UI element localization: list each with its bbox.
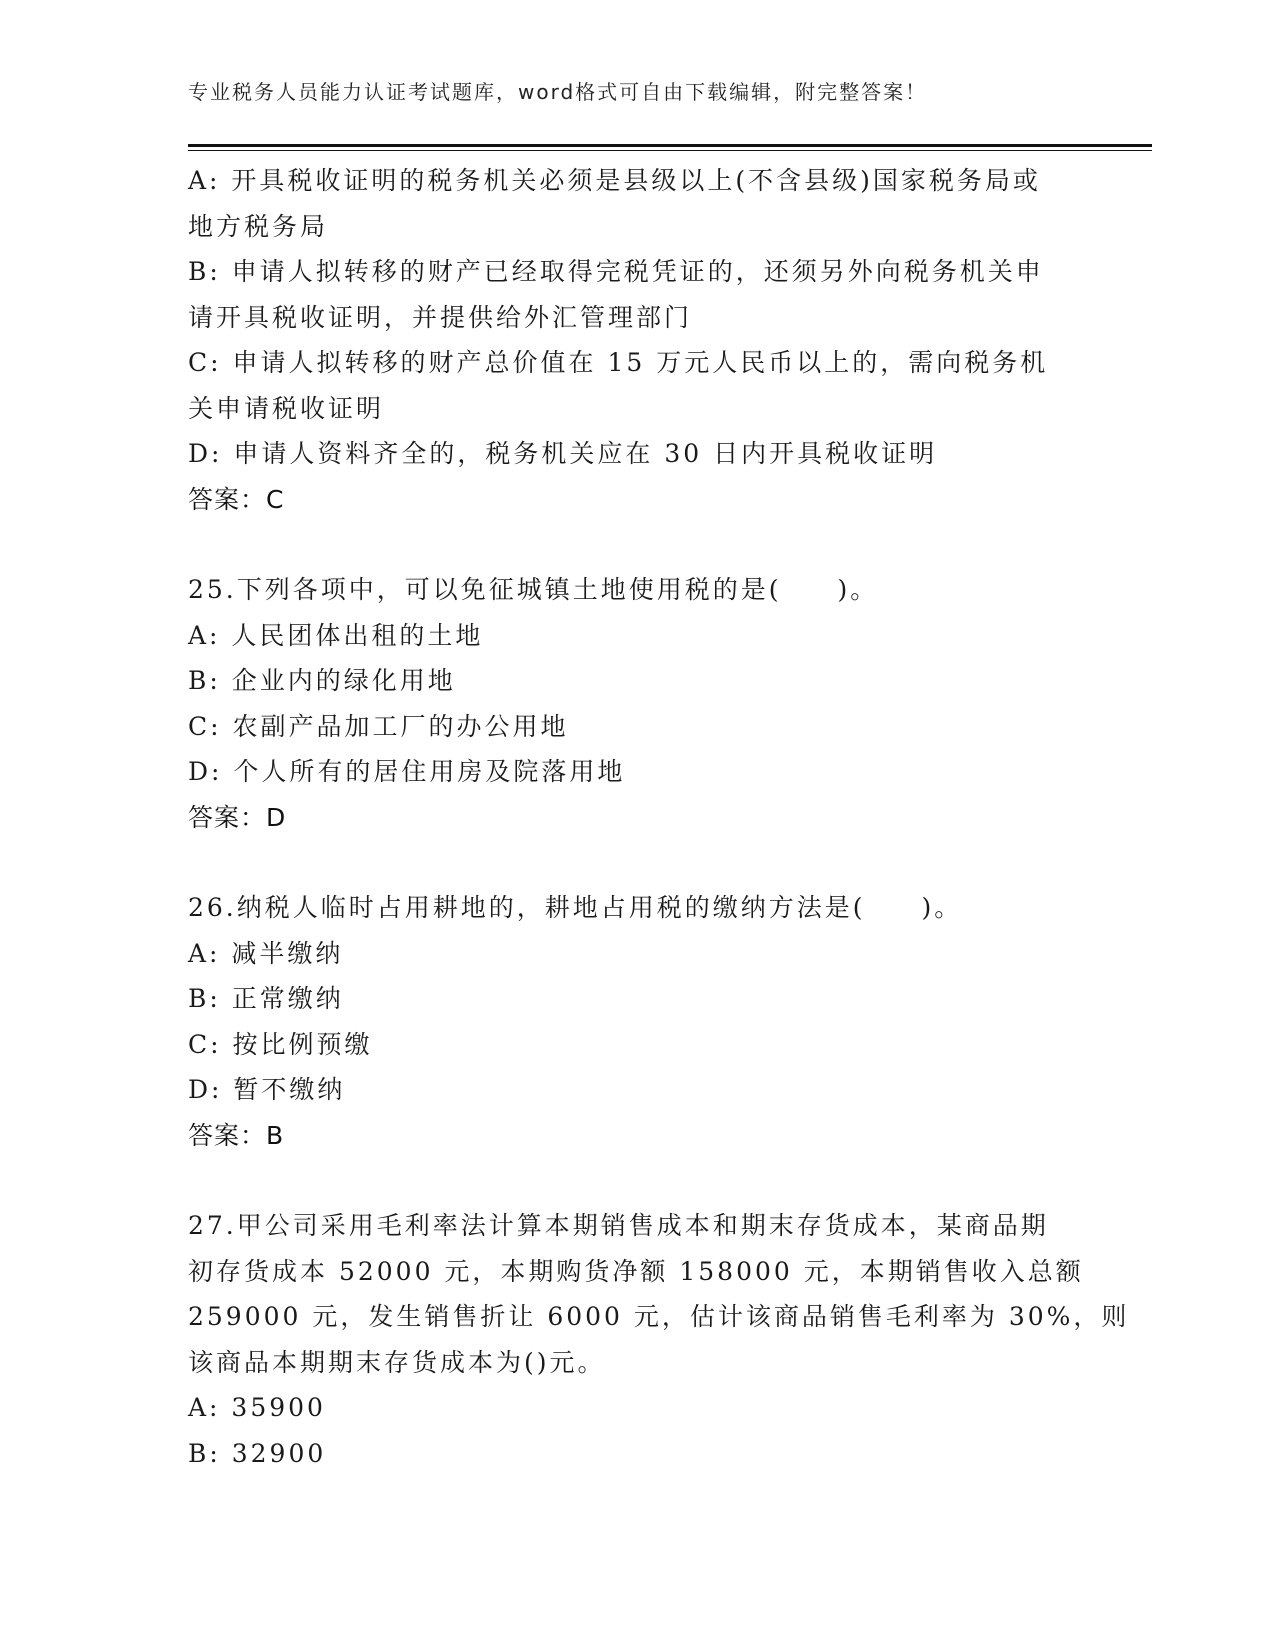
option-b-line-1: B: 申请人拟转移的财产已经取得完税凭证的，还须另外向税务机关申 <box>188 257 1044 286</box>
option-d: D: 申请人资料齐全的，税务机关应在 30 日内开具税收证明 <box>188 439 938 468</box>
question-27 <box>188 1203 1130 1476</box>
answer-26: 答案：B <box>188 1120 285 1150</box>
question-stem: 25.下列各项中，可以免征城镇土地使用税的是( )。 <box>188 575 879 604</box>
header-rule-thin <box>188 150 1152 151</box>
answer-24: 答案：C <box>188 484 285 514</box>
option-c: C: 农副产品加工厂的办公用地 <box>188 711 569 741</box>
option-a: A: 减半缴纳 <box>188 938 344 968</box>
option-b: B: 企业内的绿化用地 <box>188 666 456 695</box>
option-c-line-2: 关申请税收证明 <box>188 393 385 423</box>
spacer <box>188 840 1088 885</box>
question-stem-line-2: 初存货成本 52000 元，本期购货净额 158000 元，本期销售收入总额 <box>188 1256 1084 1286</box>
option-c: C: 按比例预缴 <box>188 1029 373 1059</box>
option-b: B: 32900 <box>188 1438 327 1468</box>
page-header: 专业税务人员能力认证考试题库，word格式可自由下载编辑，附完整答案！ <box>188 80 928 104</box>
question-stem-line-3: 259000 元，发生销售折让 6000 元，估计该商品销售毛利率为 30%，则 <box>188 1302 1130 1331</box>
option-b: B: 正常缴纳 <box>188 984 344 1013</box>
question-24-options <box>188 158 1088 522</box>
option-d: D: 暂不缴纳 <box>188 1075 346 1104</box>
header-rule-thick <box>188 144 1152 147</box>
option-c-line-1: C: 申请人拟转移的财产总价值在 15 万元人民币以上的，需向税务机 <box>188 348 1049 377</box>
question-26 <box>188 885 1088 1158</box>
spacer <box>188 1158 1088 1203</box>
option-a: A: 35900 <box>188 1393 326 1422</box>
option-a: A: 人民团体出租的土地 <box>188 620 484 650</box>
option-b-line-2: 请开具税收证明，并提供给外汇管理部门 <box>188 302 693 332</box>
option-d: D: 个人所有的居住用房及院落用地 <box>188 757 626 786</box>
option-a-line-1: A: 开具税收证明的税务机关必须是县级以上(不含县级)国家税务局或 <box>188 166 1041 195</box>
option-a-line-2: 地方税务局 <box>188 211 329 241</box>
question-stem: 26.纳税人临时占用耕地的，耕地占用税的缴纳方法是( )。 <box>188 893 963 922</box>
spacer <box>188 522 1088 567</box>
question-stem-line-1: 27.甲公司采用毛利率法计算本期销售成本和期末存货成本，某商品期 <box>188 1211 1049 1240</box>
question-content <box>188 158 1130 1476</box>
answer-25: 答案：D <box>188 802 287 832</box>
question-25 <box>188 567 1088 840</box>
question-stem-line-4: 该商品本期期末存货成本为()元。 <box>188 1347 606 1377</box>
